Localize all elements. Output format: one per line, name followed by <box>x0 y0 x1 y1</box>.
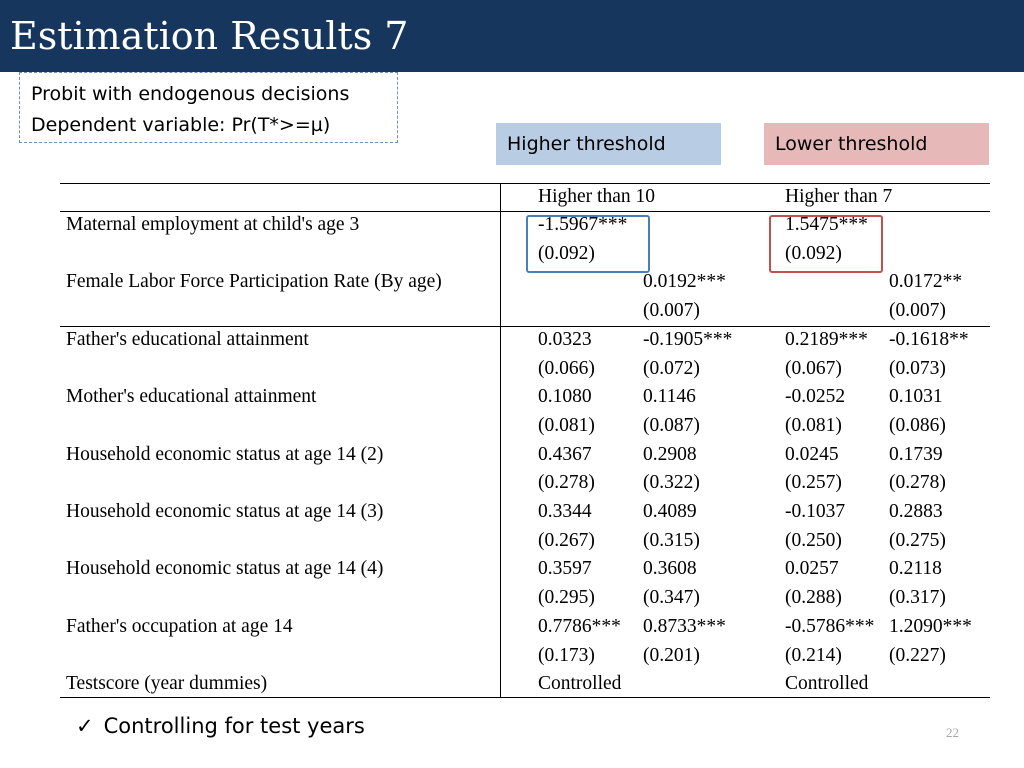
table-cell: (0.173) <box>538 645 595 666</box>
table-cell: (0.201) <box>643 645 700 666</box>
table-cell: 0.0257 <box>785 558 839 579</box>
table-cell: (0.275) <box>889 530 946 551</box>
table-cell: (0.007) <box>889 300 946 321</box>
table-cell: (0.288) <box>785 587 842 608</box>
table-cell: (0.317) <box>889 587 946 608</box>
table-cell: 0.2118 <box>889 558 942 579</box>
table-cell: 0.1031 <box>889 386 943 407</box>
table-cell: (0.267) <box>538 530 595 551</box>
table-cell: (0.278) <box>889 472 946 493</box>
table-cell: 0.3597 <box>538 558 592 579</box>
table-cell: (0.092) <box>538 243 595 264</box>
table-cell: 0.0172** <box>889 271 963 292</box>
lower-threshold-tag: Lower threshold <box>764 123 989 165</box>
column-header-higher: Higher than 10 <box>538 186 655 207</box>
title-banner <box>0 0 1024 72</box>
table-cell: (0.086) <box>889 415 946 436</box>
table-cell: 1.2090*** <box>889 616 972 637</box>
table-cell: 0.0192*** <box>643 271 726 292</box>
table-cell: (0.087) <box>643 415 700 436</box>
higher-threshold-tag: Higher threshold <box>496 123 721 165</box>
table-cell: -1.5967*** <box>538 214 628 235</box>
table-column-divider <box>500 183 501 698</box>
slide-title: Estimation Results 7 <box>10 14 409 58</box>
table-cell: (0.073) <box>889 358 946 379</box>
row-label: Maternal employment at child's age 3 <box>66 214 360 235</box>
table-cell: -0.1037 <box>785 501 846 522</box>
table-cell: (0.067) <box>785 358 842 379</box>
table-cell: (0.347) <box>643 587 700 608</box>
table-cell: 0.0323 <box>538 329 592 350</box>
table-cell: (0.322) <box>643 472 700 493</box>
model-note-box <box>19 72 398 143</box>
highlight-box-lower <box>769 215 883 273</box>
row-label: Father's occupation at age 14 <box>66 616 293 637</box>
table-cell: 0.3608 <box>643 558 697 579</box>
highlight-box-higher <box>526 215 650 273</box>
table-cell: (0.081) <box>538 415 595 436</box>
table-cell: 0.1146 <box>643 386 696 407</box>
row-label: Female Labor Force Participation Rate (By age) <box>66 271 442 292</box>
table-cell: Controlled <box>538 673 622 694</box>
table-cell: (0.278) <box>538 472 595 493</box>
table-bottom-rule <box>60 697 990 698</box>
footer-note <box>76 714 365 738</box>
row-label: Household economic status at age 14 (4) <box>66 558 384 579</box>
table-cell: (0.092) <box>785 243 842 264</box>
table-cell: (0.081) <box>785 415 842 436</box>
table-cell: (0.007) <box>643 300 700 321</box>
table-cell: -0.1618** <box>889 329 969 350</box>
table-cell: 0.4367 <box>538 444 592 465</box>
row-label: Mother's educational attainment <box>66 386 317 407</box>
table-cell: -0.0252 <box>785 386 846 407</box>
table-cell: 0.8733*** <box>643 616 726 637</box>
table-cell: (0.315) <box>643 530 700 551</box>
table-cell: 0.3344 <box>538 501 592 522</box>
page-number: 22 <box>946 725 959 740</box>
table-cell: (0.066) <box>538 358 595 379</box>
table-cell: 0.7786*** <box>538 616 621 637</box>
table-cell: 0.2908 <box>643 444 697 465</box>
table-top-rule <box>60 183 990 184</box>
row-label: Household economic status at age 14 (3) <box>66 501 384 522</box>
checkmark-icon: ✓ <box>76 714 94 738</box>
table-cell: (0.250) <box>785 530 842 551</box>
table-cell: 0.2189*** <box>785 329 868 350</box>
table-cell: 0.1080 <box>538 386 592 407</box>
row-label: Father's educational attainment <box>66 329 309 350</box>
table-cell: (0.227) <box>889 645 946 666</box>
model-note-line: Probit with endogenous decisions <box>31 83 350 105</box>
table-cell: 0.1739 <box>889 444 943 465</box>
footer-text: Controlling for test years <box>103 714 365 738</box>
column-header-lower: Higher than 7 <box>785 186 893 207</box>
row-label: Household economic status at age 14 (2) <box>66 444 384 465</box>
table-cell: 1.5475*** <box>785 214 868 235</box>
table-cell: 0.2883 <box>889 501 943 522</box>
row-label: Testscore (year dummies) <box>66 673 268 694</box>
table-section-rule <box>60 326 990 327</box>
table-cell: Controlled <box>785 673 869 694</box>
table-cell: 0.0245 <box>785 444 839 465</box>
table-cell: -0.5786*** <box>785 616 875 637</box>
dependent-variable-note: Dependent variable: Pr(T*>=µ) <box>31 114 331 136</box>
table-cell: -0.1905*** <box>643 329 733 350</box>
table-cell: (0.257) <box>785 472 842 493</box>
table-cell: (0.072) <box>643 358 700 379</box>
table-header-rule <box>60 211 990 212</box>
table-cell: 0.4089 <box>643 501 697 522</box>
table-cell: (0.214) <box>785 645 842 666</box>
table-cell: (0.295) <box>538 587 595 608</box>
